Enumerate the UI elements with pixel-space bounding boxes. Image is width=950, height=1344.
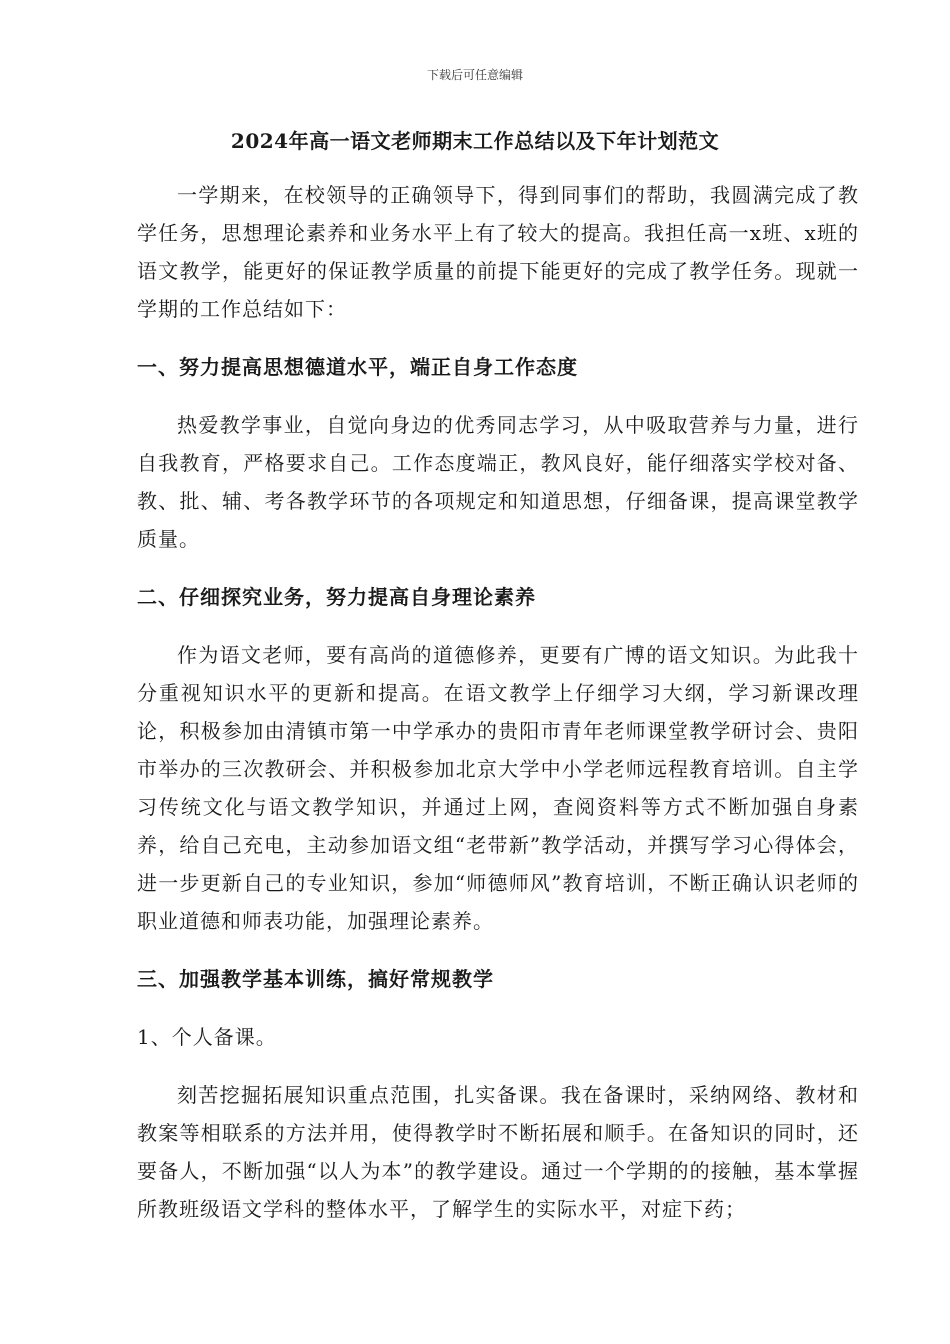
section-2-heading: 二、仔细探究业务，努力提高自身理论素养 [137, 585, 536, 609]
section-1-heading: 一、努力提高思想德道水平，端正自身工作态度 [137, 355, 578, 379]
document-title: 2024年高一语文老师期末工作总结以及下年计划范文 [230, 129, 720, 153]
header-watermark: 下载后可任意编辑 [426, 68, 523, 82]
section-3-paragraph: 刻苦挖掘拓展知识重点范围，扎实备课。我在备课时，采纳网络、教材和教案等相联系的方法并用，使得教学时不断拓展和顺手。在备知识的同时，还要备人，不断加强“以人为本”的教学建设。通过一个学期的的接触，基本掌握所教班级语文学科的整体水平，了解学生的实际水平，对症下药； [137, 1083, 859, 1221]
intro-paragraph: 一学期来，在校领导的正确领导下，得到同事们的帮助，我圆满完成了教学任务，思想理论素养和业务水平上有了较大的提高。我担任高一x班、x班的语文教学，能更好的保证教学质量的前提下能更好的完成了教学任务。现就一学期的工作总结如下： [137, 183, 859, 321]
section-2-paragraph: 作为语文老师，要有高尚的道德修养，更要有广博的语文知识。为此我十分重视知识水平的更新和提高。在语文教学上仔细学习大纲，学习新课改理论，积极参加由清镇市第一中学承办的贵阳市青年老师课堂教学研讨会、贵阳市举办的三次教研会、并积极参加北京大学中小学老师远程教育培训。自主学习传统文化与语文教学知识，并通过上网，查阅资料等方式不断加强自身素养，给自己充电，主动参加语文组“老带新”教学活动，并撰写学习心得体会，进一步更新自己的专业知识，参加“师德师风”教育培训，不断正确认识老师的职业道德和师表功能，加强理论素养。 [137, 643, 859, 933]
section-3-heading: 三、加强教学基本训练，搞好常规教学 [137, 967, 494, 991]
section-1-paragraph: 热爱教学事业，自觉向身边的优秀同志学习，从中吸取营养与力量，进行自我教育，严格要求自己。工作态度端正，教风良好，能仔细落实学校对备、教、批、辅、考各教学环节的各项规定和知道思想，仔细备课，提高课堂教学质量。 [137, 413, 859, 551]
document-body [137, 176, 859, 1248]
section-3-item-1: 1、个人备课。 [137, 1025, 277, 1049]
